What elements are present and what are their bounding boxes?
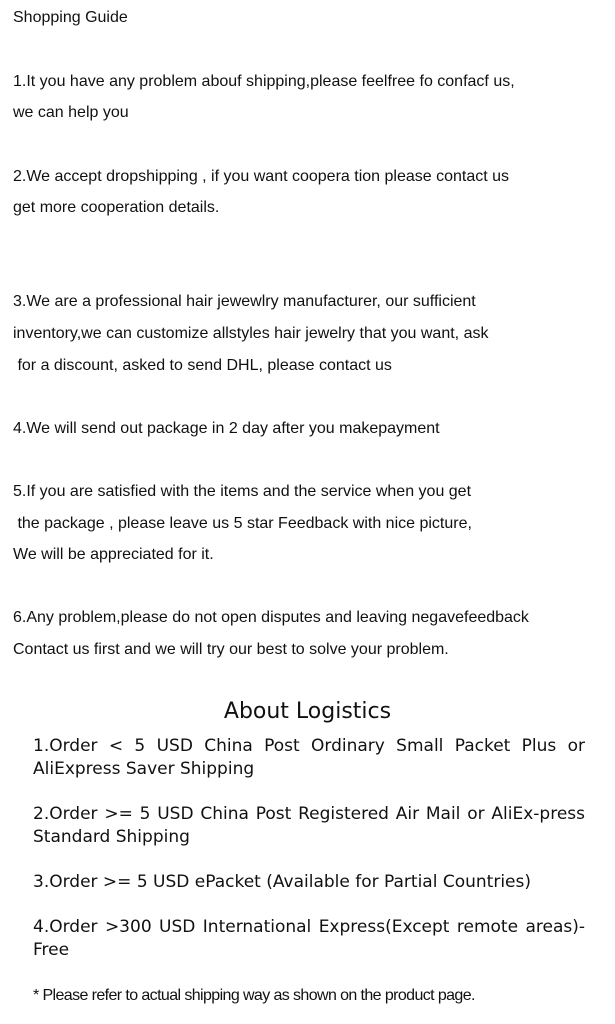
- guide-line: 6.Any problem,please do not open disputes and leaving negavefeedback: [13, 609, 529, 626]
- guide-line: 4.We will send out package in 2 day after you makepayment: [13, 420, 440, 437]
- logistics-item: 3.Order >= 5 USD ePacket (Available for Partial Countries): [33, 872, 531, 892]
- guide-line: 3.We are a professional hair jewewlry manufacturer, our sufficient: [13, 293, 476, 310]
- logistics-item: 2.Order >= 5 USD China Post Registered Air Mail or AliEx-press Standard Shipping: [33, 804, 585, 847]
- about-logistics-title: About Logistics: [223, 699, 392, 724]
- guide-line: the package , please leave us 5 star Feedback with nice picture,: [13, 515, 472, 532]
- guide-line: we can help you: [13, 104, 129, 121]
- logistics-item: 4.Order >300 USD International Express(Except remote areas)- Free: [33, 917, 585, 960]
- shopping-guide-title: Shopping Guide: [13, 9, 128, 26]
- guide-line: 2.We accept dropshipping , if you want coopera tion please contact us: [13, 168, 510, 185]
- guide-line: get more cooperation details.: [13, 199, 220, 216]
- guide-line: 1.It you have any problem abouf shipping,please feelfree fo confacf us,: [13, 73, 515, 90]
- guide-line: 5.If you are satisfied with the items and the service when you get: [13, 483, 472, 500]
- guide-line: for a discount, asked to send DHL, please contact us: [13, 357, 392, 374]
- shipping-note: * Please refer to actual shipping way as shown on the product page.: [33, 987, 475, 1004]
- guide-line: inventory,we can customize allstyles hair jewelry that you want, ask: [13, 325, 489, 342]
- guide-line: We will be appreciated for it.: [13, 546, 214, 563]
- logistics-item: 1.Order < 5 USD China Post Ordinary Small Packet Plus or AliExpress Saver Shipping: [33, 736, 585, 779]
- guide-line: Contact us first and we will try our best to solve your problem.: [13, 641, 449, 658]
